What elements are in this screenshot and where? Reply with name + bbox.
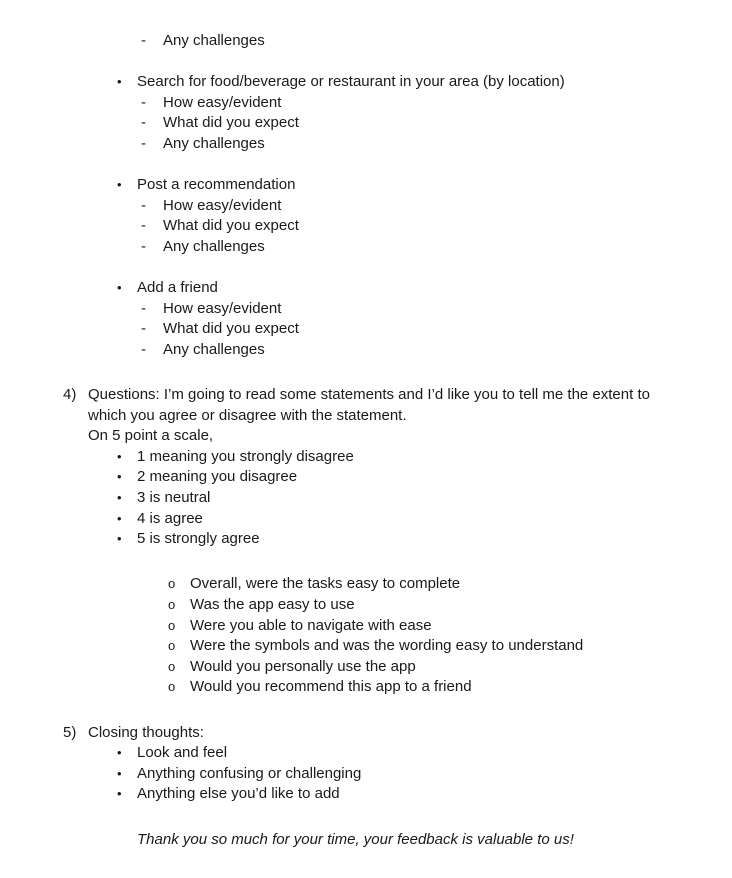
- list-item: [0, 134, 732, 155]
- dash-marker: -: [141, 32, 146, 49]
- list-item: [0, 340, 732, 361]
- circle-marker: o: [168, 638, 176, 654]
- scale-item-label: 5 is strongly agree: [137, 530, 260, 548]
- statement-label: Overall, were the tasks easy to complete: [190, 575, 461, 593]
- bullet-marker: •: [117, 469, 122, 485]
- list-item: [0, 196, 732, 217]
- statement-item: [0, 677, 732, 698]
- closing-item-label: Look and feel: [137, 744, 228, 762]
- list-item: [0, 299, 732, 320]
- statement-label: Would you recommend this app to a friend: [190, 678, 472, 696]
- dash-marker: -: [141, 217, 146, 235]
- scale-item-label: 2 meaning you disagree: [137, 468, 298, 486]
- list-item-label: What did you expect: [163, 320, 299, 338]
- bullet-marker: •: [117, 74, 122, 90]
- block-spacer: [0, 361, 732, 382]
- dash-marker: -: [141, 93, 146, 111]
- item-number: 5): [63, 723, 77, 741]
- list-item-label: What did you expect: [163, 114, 299, 132]
- task-bullet-post-recommendation: [0, 175, 732, 196]
- list-item-label: How easy/evident: [163, 196, 282, 214]
- scale-item-label: 3 is neutral: [137, 489, 211, 507]
- bullet-marker: •: [117, 510, 122, 526]
- statement-item: [0, 616, 732, 637]
- question-4-line-1: Questions: I’m going to read some statements and I’d like you to tell me the extent to: [88, 386, 650, 404]
- closing-item-label: Anything else you’d like to add: [137, 785, 340, 803]
- bullet-marker: •: [117, 786, 122, 802]
- numbered-item-5: [0, 723, 732, 744]
- statement-item: [0, 595, 732, 616]
- bullet-marker: •: [117, 448, 122, 464]
- list-item: [0, 93, 732, 114]
- scale-item: [0, 529, 732, 550]
- dash-marker: -: [141, 134, 146, 152]
- list-item-label: Any challenges: [163, 32, 265, 49]
- list-item: [0, 237, 732, 258]
- scale-item-label: 1 meaning you strongly disagree: [137, 447, 354, 465]
- circle-marker: o: [168, 576, 176, 592]
- task-label: Search for food/beverage or restaurant in your area (by location): [137, 73, 565, 91]
- closing-item: [0, 764, 732, 785]
- dash-marker: -: [141, 320, 146, 338]
- top-margin: [0, 0, 732, 31]
- statement-label: Was the app easy to use: [190, 596, 355, 614]
- question-4-line-3: On 5 point a scale,: [88, 427, 214, 445]
- list-item: [0, 216, 732, 237]
- scale-item: [0, 447, 732, 468]
- list-item: [0, 113, 732, 134]
- scale-item: [0, 509, 732, 530]
- bullet-marker: •: [117, 280, 122, 296]
- block-spacer: [0, 52, 732, 73]
- list-item-label: How easy/evident: [163, 93, 282, 111]
- dash-marker: -: [141, 237, 146, 255]
- list-item-label: What did you expect: [163, 217, 299, 235]
- scale-item: [0, 488, 732, 509]
- dash-marker: -: [141, 196, 146, 214]
- task-bullet-add-friend: [0, 278, 732, 299]
- block-spacer: [0, 805, 732, 826]
- item-number: 4): [63, 386, 77, 404]
- closing-item: [0, 784, 732, 805]
- circle-marker: o: [168, 658, 176, 674]
- bullet-marker: •: [117, 745, 122, 761]
- list-item-label: How easy/evident: [163, 299, 282, 317]
- closing-note: Thank you so much for your time, your feedback is valuable to us!: [137, 830, 574, 848]
- block-spacer: [0, 258, 732, 279]
- block-spacer: [0, 698, 732, 719]
- dash-marker: -: [141, 299, 146, 317]
- dash-marker: -: [141, 340, 146, 358]
- statement-item: [0, 574, 732, 595]
- circle-marker: o: [168, 679, 176, 695]
- statement-label: Would you personally use the app: [190, 657, 416, 675]
- scale-item-label: 4 is agree: [137, 509, 203, 527]
- task-label: Add a friend: [137, 279, 218, 297]
- statement-label: Were the symbols and was the wording easy to understand: [190, 637, 584, 655]
- question-5-heading: Closing thoughts:: [88, 723, 204, 741]
- task-bullet-search: [0, 72, 732, 93]
- scale-item: [0, 467, 732, 488]
- circle-marker: o: [168, 617, 176, 633]
- numbered-item-4: [0, 385, 732, 406]
- bullet-marker: •: [117, 177, 122, 193]
- statement-item: [0, 636, 732, 657]
- closing-item-label: Anything confusing or challenging: [137, 764, 362, 782]
- list-item: [0, 31, 732, 52]
- circle-marker: o: [168, 597, 176, 613]
- statement-item: [0, 657, 732, 678]
- list-item-label: Any challenges: [163, 134, 265, 152]
- list-item-label: Any challenges: [163, 237, 265, 255]
- list-item-label: Any challenges: [163, 340, 265, 358]
- list-item: [0, 319, 732, 340]
- closing-item: [0, 743, 732, 764]
- block-spacer: [0, 550, 732, 571]
- bullet-marker: •: [117, 490, 122, 506]
- task-label: Post a recommendation: [137, 176, 296, 194]
- question-4-line-2: which you agree or disagree with the statement.: [88, 406, 407, 424]
- block-spacer: [0, 155, 732, 176]
- statement-label: Were you able to navigate with ease: [190, 616, 432, 634]
- dash-marker: -: [141, 114, 146, 132]
- bullet-marker: •: [117, 765, 122, 781]
- bullet-marker: •: [117, 531, 122, 547]
